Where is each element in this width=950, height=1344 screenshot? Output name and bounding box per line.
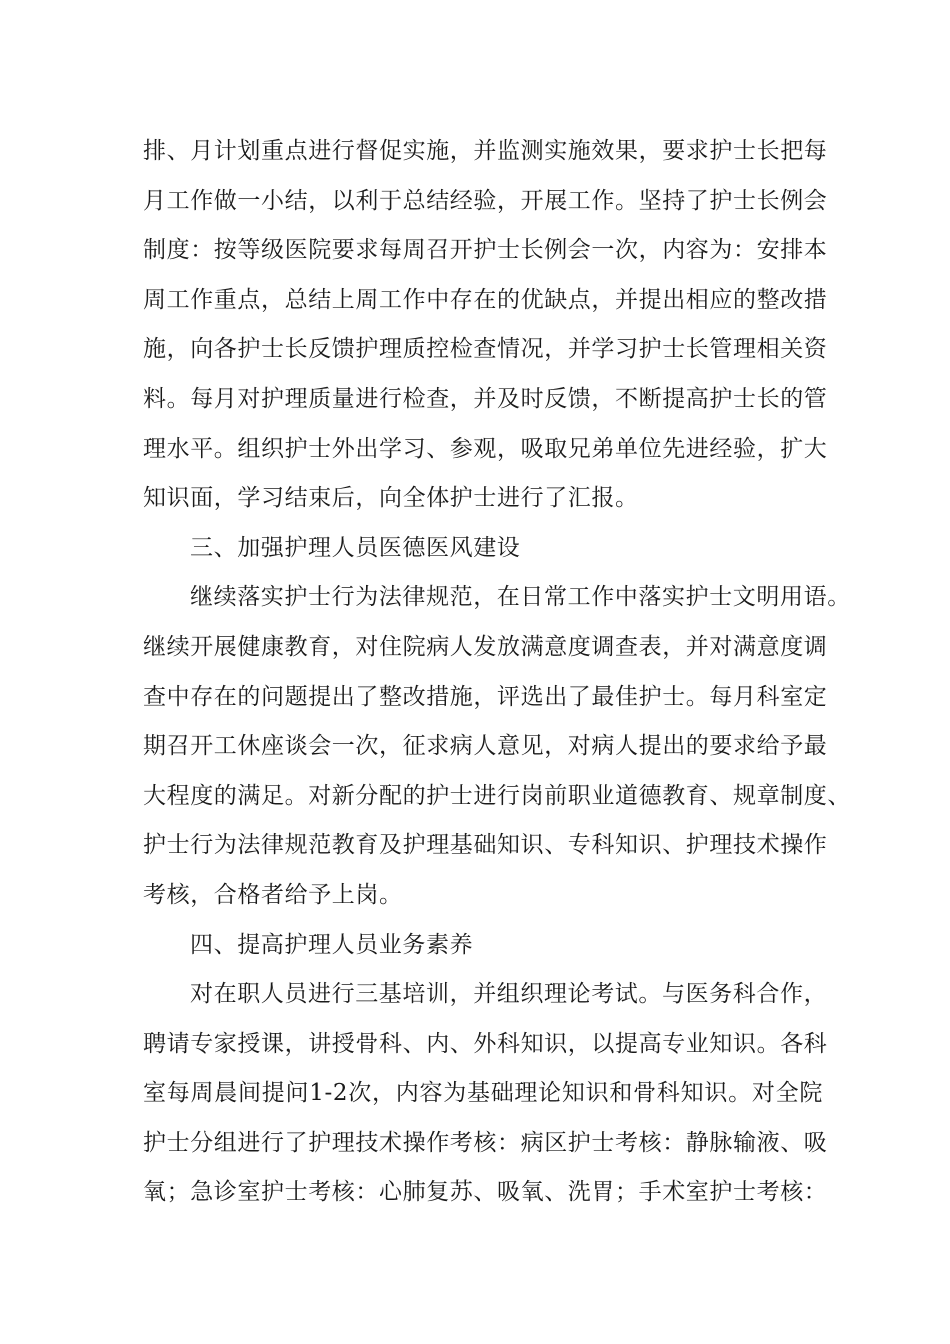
section-heading: 四、提高护理人员业务素养 [190,932,474,958]
text-line: 料。每月对护理质量进行检查，并及时反馈，不断提高护士长的管 [143,386,828,412]
text-line: 继续开展健康教育，对住院病人发放满意度调查表，并对满意度调 [143,634,828,660]
text-line: 大程度的满足。对新分配的护士进行岗前职业道德教育、规章制度、 [143,783,851,809]
text-line: 考核，合格者给予上岗。 [143,882,403,908]
paragraph-first-line: 对在职人员进行三基培训，并组织理论考试。与医务科合作， [190,981,828,1007]
text-line: 理水平。组织护士外出学习、参观，吸取兄弟单位先进经验，扩大 [143,436,828,462]
paragraph-first-line: 继续落实护士行为法律规范，在日常工作中落实护士文明用语。 [190,584,851,610]
text-line: 制度：按等级医院要求每周召开护士长例会一次，内容为：安排本 [143,237,828,263]
text-line: 查中存在的问题提出了整改措施，评选出了最佳护士。每月科室定 [143,684,828,710]
text-line: 室每周晨间提问1-2次，内容为基础理论知识和骨科知识。对全院 [143,1080,823,1106]
text-line: 期召开工休座谈会一次，征求病人意见，对病人提出的要求给予最 [143,733,828,759]
text-line: 施，向各护士长反馈护理质控检查情况，并学习护士长管理相关资 [143,336,828,362]
text-line: 护士行为法律规范教育及护理基础知识、专科知识、护理技术操作 [143,832,828,858]
text-line: 护士分组进行了护理技术操作考核：病区护士考核：静脉输液、吸 [143,1130,828,1156]
text-line: 周工作重点，总结上周工作中存在的优缺点，并提出相应的整改措 [143,287,828,313]
text-line: 聘请专家授课，讲授骨科、内、外科知识，以提高专业知识。各科 [143,1031,828,1057]
text-line: 氧；急诊室护士考核：心肺复苏、吸氧、洗胃；手术室护士考核： [143,1179,828,1205]
text-line: 排、月计划重点进行督促实施，并监测实施效果，要求护士长把每 [143,138,828,164]
section-heading: 三、加强护理人员医德医风建设 [190,535,521,561]
text-line: 月工作做一小结，以利于总结经验，开展工作。坚持了护士长例会 [143,188,828,214]
text-line: 知识面，学习结束后，向全体护士进行了汇报。 [143,485,639,511]
